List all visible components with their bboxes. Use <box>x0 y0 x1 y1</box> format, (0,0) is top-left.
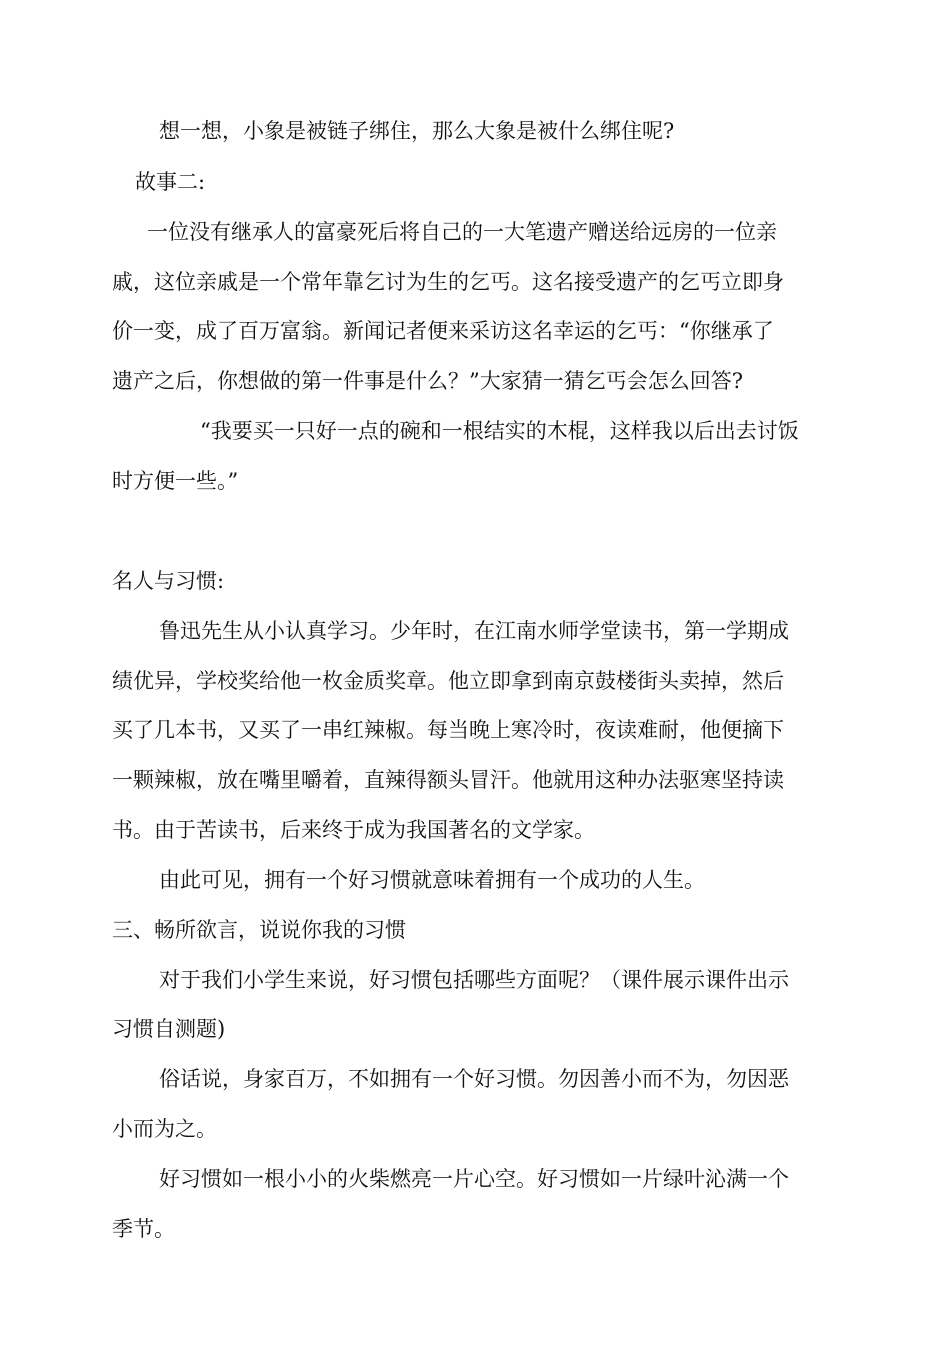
text-line: 戚，这位亲戚是一个常年靠乞讨为生的乞丐。这名接受遗产的乞丐立即身 <box>112 270 784 294</box>
heading-famous-habits: 名人与习惯: <box>112 569 225 593</box>
text-line: 好习惯如一根小小的火柴燃亮一片心空。好习惯如一片绿叶沁满一个 <box>159 1167 789 1191</box>
text-line: 小而为之。 <box>112 1117 217 1141</box>
text-line-conclusion: 由此可见，拥有一个好习惯就意味着拥有一个成功的人生。 <box>159 868 705 892</box>
heading-story-two: 故事二: <box>135 170 206 194</box>
text-line: 书。由于苦读书，后来终于成为我国著名的文学家。 <box>112 818 595 842</box>
text-line: 季节。 <box>112 1217 175 1241</box>
heading-section-three: 三、畅所欲言，说说你我的习惯 <box>112 918 406 942</box>
text-line: 一位没有继承人的富豪死后将自己的一大笔遗产赠送给远房的一位亲 <box>147 220 777 244</box>
text-line: 习惯自测题) <box>112 1017 226 1041</box>
text-line: 一颗辣椒，放在嘴里嚼着，直辣得额头冒汗。他就用这种办法驱寒坚持读 <box>112 768 784 792</box>
text-line: 俗话说，身家百万，不如拥有一个好习惯。勿因善小而不为，勿因恶 <box>159 1067 789 1091</box>
text-line: 遗产之后，你想做的第一件事是什么？”大家猜一猜乞丐会怎么回答? <box>112 369 743 393</box>
text-line: 对于我们小学生来说，好习惯包括哪些方面呢？（课件展示课件出示 <box>159 968 789 992</box>
text-line: 价一变，成了百万富翁。新闻记者便来采访这名幸运的乞丐：“你继承了 <box>112 319 774 343</box>
text-line: 时方便一些。” <box>112 469 239 493</box>
text-line: 鲁迅先生从小认真学习。少年时，在江南水师学堂读书，第一学期成 <box>159 619 789 643</box>
text-line: 买了几本书，又买了一串红辣椒。每当晚上寒冷时，夜读难耐，他便摘下 <box>112 718 784 742</box>
text-line-quote: “我要买一只好一点的碗和一根结实的木棍，这样我以后出去讨饭 <box>200 419 799 443</box>
text-line: 绩优异，学校奖给他一枚金质奖章。他立即拿到南京鼓楼街头卖掉，然后 <box>112 669 784 693</box>
text-line-think: 想一想，小象是被链子绑住，那么大象是被什么绑住呢? <box>159 119 675 143</box>
